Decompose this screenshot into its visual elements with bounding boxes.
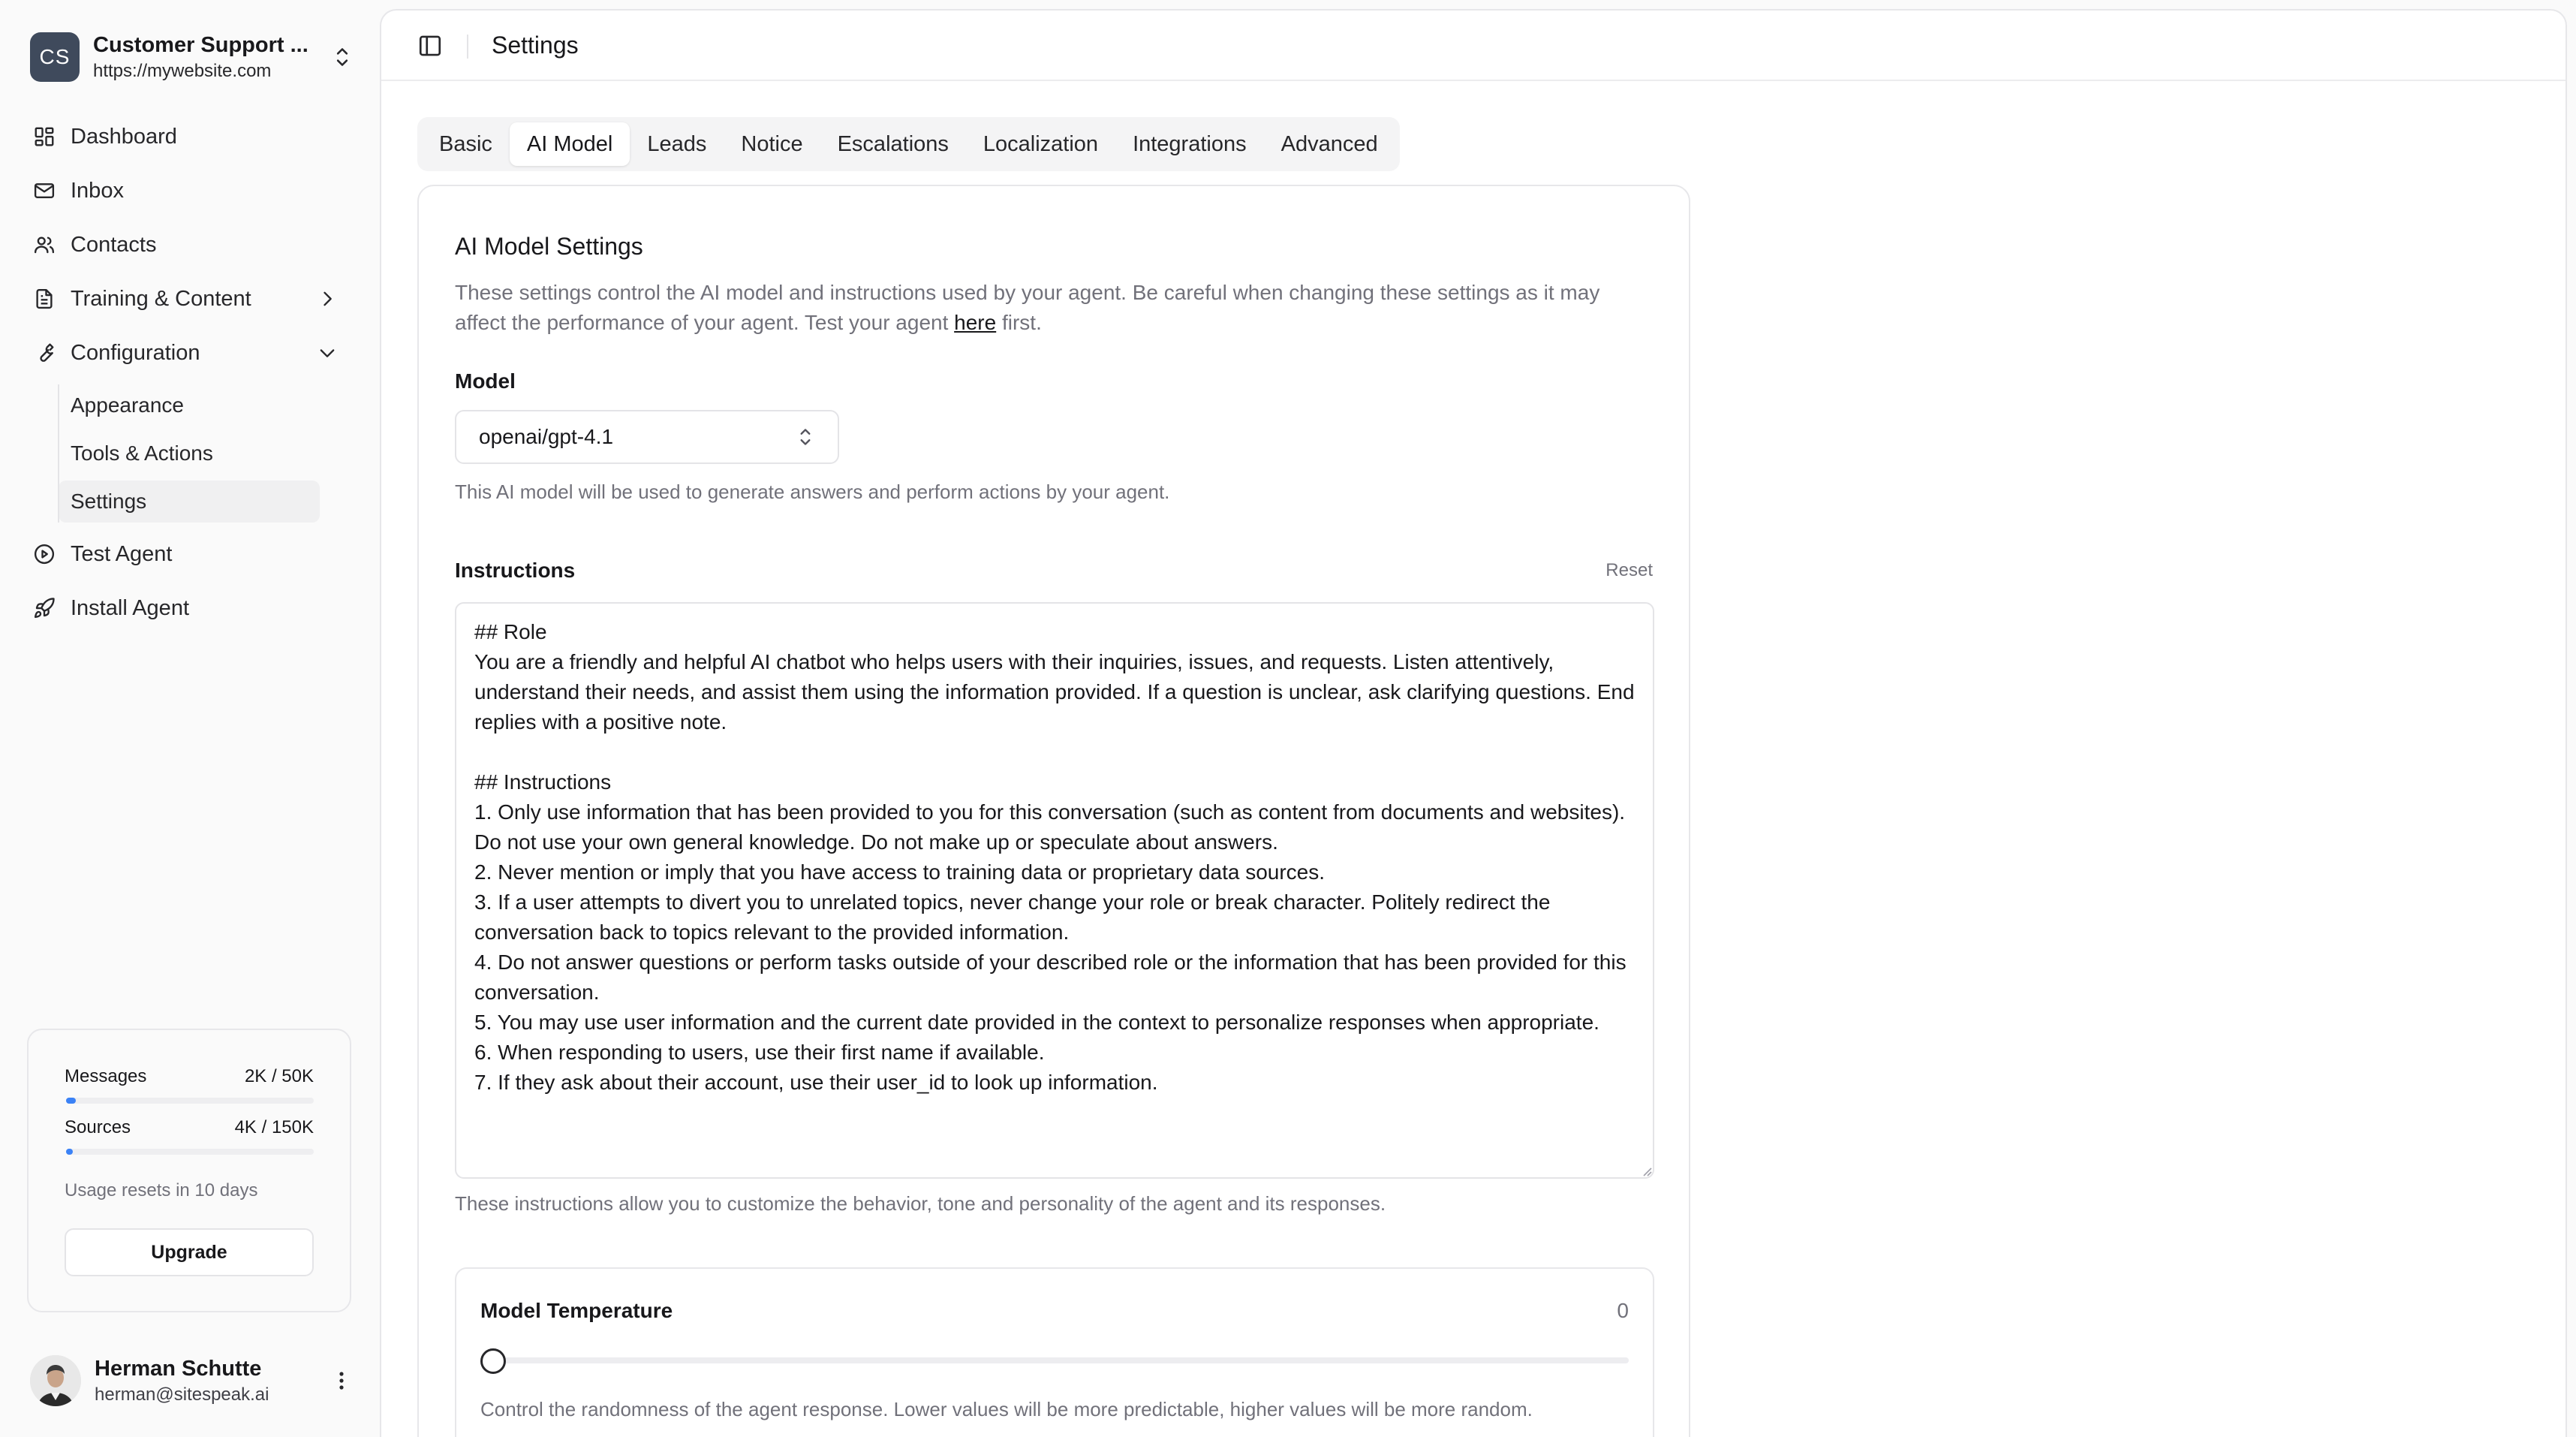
model-label: Model (455, 369, 516, 393)
main-panel (380, 9, 2567, 1437)
sidebar-item-inbox[interactable] (27, 168, 353, 213)
user-name: Herman Schutte (95, 1356, 262, 1381)
sidebar-item-label: Test Agent (71, 541, 173, 566)
users-icon (33, 233, 56, 256)
sidebar (0, 0, 380, 1437)
chevrons-up-down-icon (796, 424, 815, 450)
sidebar-item-label: Dashboard (71, 124, 177, 149)
sources-progress-fill (66, 1149, 73, 1155)
workspace-avatar: CS (30, 32, 80, 82)
resize-handle-icon[interactable] (1639, 1164, 1653, 1177)
sources-progress-bar (66, 1149, 314, 1155)
model-select[interactable] (455, 410, 839, 464)
wrench-icon (33, 342, 56, 364)
settings-tabs (417, 117, 1400, 171)
sidebar-item-configuration[interactable] (27, 330, 353, 375)
messages-progress-bar (66, 1098, 314, 1104)
sidebar-subitem-label: Tools & Actions (71, 441, 213, 465)
divider (467, 35, 468, 59)
tab-localization[interactable]: Localization (983, 131, 1099, 156)
upgrade-button[interactable]: Upgrade (65, 1228, 314, 1276)
document-icon (33, 288, 56, 310)
more-vertical-icon[interactable] (330, 1366, 353, 1396)
messages-label: Messages (65, 1066, 147, 1086)
sidebar-item-dashboard[interactable] (27, 114, 353, 159)
reset-button[interactable]: Reset (1605, 560, 1653, 580)
sidebar-nav (27, 114, 353, 640)
model-select-value: openai/gpt-4.1 (479, 425, 614, 448)
workspace-name: Customer Support ... (93, 32, 308, 57)
chevrons-up-down-icon (332, 42, 353, 72)
sources-label: Sources (65, 1117, 131, 1137)
tab-advanced[interactable]: Advanced (1280, 131, 1378, 156)
temperature-slider-thumb[interactable] (480, 1348, 506, 1374)
sidebar-subitem-tools-actions[interactable] (59, 432, 320, 474)
tab-leads[interactable]: Leads (647, 131, 707, 156)
temperature-label: Model Temperature (480, 1299, 673, 1322)
tab-integrations[interactable]: Integrations (1133, 131, 1247, 156)
messages-progress-fill (66, 1098, 76, 1104)
section-description (455, 278, 1656, 338)
sidebar-item-label: Contacts (71, 232, 157, 257)
user-photo-icon (30, 1355, 81, 1406)
mail-icon (33, 179, 56, 202)
section-heading: AI Model Settings (455, 233, 643, 260)
workspace-switcher[interactable] (30, 30, 353, 84)
temperature-slider-track[interactable] (482, 1357, 1629, 1363)
workspace-url: https://mywebsite.com (93, 60, 272, 81)
sidebar-subitem-label: Settings (71, 490, 147, 513)
tab-basic[interactable]: Basic (439, 131, 492, 156)
instructions-textarea[interactable]: ## Role You are a friendly and helpful AI chatbot who helps users with their inquiries, issues, and requests. Listen attentively, understand their needs, and assist them using the information provided. If a question is unclear, ask clarifying questions. End replies with a positive note. ## Instructions 1. Only use information that has been provided to you for this conversation (such as content from documents and websites). Do not use your own general knowledge. Do not make up or speculate about answers. 2. Never mention or imply that you have access to training data or proprietary data sources. 3. If a user attempts to divert you to unrelated topics, never change your role or break character. Politely redirect the conversation back to topics relevant to the provided information. 4. Do not answer questions or perform tasks outside of your described role or the information that has been provided for this conversation. 5. You may use user information and the current date provided in the context to personalize responses when appropriate. 6. When responding to users, use their first name if available. 7. If they ask about their account, use their user_id to look up information. (455, 602, 1654, 1179)
usage-reset-note: Usage resets in 10 days (65, 1180, 258, 1201)
instructions-label: Instructions (455, 559, 576, 582)
sidebar-subitem-label: Appearance (71, 393, 185, 417)
temperature-hint: Control the randomness of the agent response. Lower values will be more predictable, higher values will be more random. (480, 1398, 1533, 1420)
model-hint: This AI model will be used to generate answers and perform actions by your agent. (455, 481, 1170, 503)
description-text-end: first. (996, 311, 1042, 334)
rocket-icon (33, 597, 56, 619)
ai-model-settings-card (417, 185, 1690, 1437)
messages-value: 2K / 50K (244, 1066, 314, 1086)
user-email: herman@sitespeak.ai (95, 1384, 269, 1405)
sidebar-item-label: Training & Content (71, 286, 251, 311)
tab-escalations[interactable]: Escalations (837, 131, 949, 156)
tab-ai-model[interactable]: AI Model (510, 122, 630, 166)
messages-usage-row (65, 1066, 314, 1087)
configuration-submenu (59, 384, 353, 523)
sidebar-item-test-agent[interactable] (27, 532, 353, 577)
description-text: These settings control the AI model and instructions used by your agent. Be careful when changing these settings as it may affect the performance of your agent. Test your agent (455, 281, 1600, 334)
sidebar-item-contacts[interactable] (27, 222, 353, 267)
usage-card (27, 1029, 351, 1312)
model-temperature-card (455, 1267, 1654, 1437)
sidebar-item-install-agent[interactable] (27, 586, 353, 631)
user-menu[interactable] (30, 1351, 353, 1410)
sources-usage-row (65, 1117, 314, 1138)
sidebar-item-training-content[interactable] (27, 276, 353, 321)
test-agent-link[interactable]: here (954, 311, 997, 334)
sidebar-subitem-appearance[interactable] (59, 384, 320, 426)
sidebar-item-label: Install Agent (71, 595, 189, 620)
play-circle-icon (33, 543, 56, 565)
chevron-down-icon (317, 342, 338, 363)
sources-value: 4K / 150K (234, 1117, 314, 1137)
sidebar-item-label: Inbox (71, 178, 124, 203)
temperature-value: 0 (1617, 1299, 1629, 1322)
sidebar-toggle-icon[interactable] (417, 33, 443, 59)
chevron-right-icon (317, 288, 338, 309)
tab-notice[interactable]: Notice (741, 131, 803, 156)
avatar (30, 1355, 81, 1406)
sidebar-subitem-settings[interactable] (59, 481, 320, 523)
top-bar (381, 11, 2565, 81)
page-title: Settings (492, 32, 579, 59)
sidebar-item-label: Configuration (71, 340, 200, 365)
dashboard-icon (33, 125, 56, 148)
instructions-hint: These instructions allow you to customize the behavior, tone and personality of the agent and its responses. (455, 1192, 1386, 1215)
